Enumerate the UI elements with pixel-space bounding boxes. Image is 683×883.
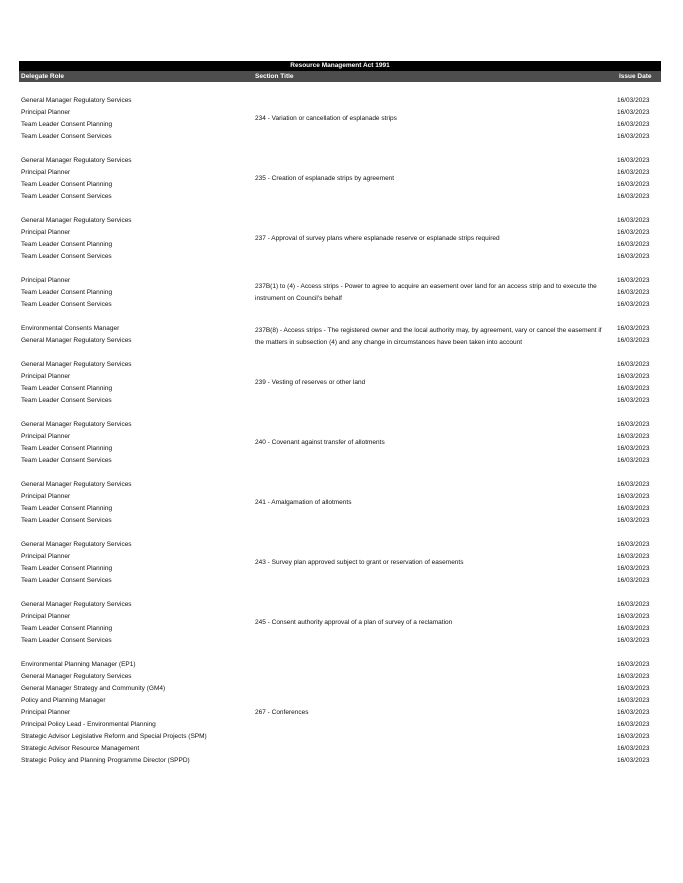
- header-delegate-role: Delegate Role: [21, 73, 64, 80]
- delegate-role-cell: Team Leader Consent Planning: [21, 181, 113, 188]
- delegate-role-cell: Principal Planner: [21, 109, 71, 116]
- delegate-role-cell: Principal Planner: [21, 613, 71, 620]
- delegate-role-cell: Environmental Consents Manager: [21, 325, 120, 332]
- issue-date-cell: 16/03/2023: [617, 133, 650, 140]
- issue-date-cell: 16/03/2023: [617, 757, 650, 764]
- delegate-role-cell: Strategic Advisor Resource Management: [21, 745, 140, 752]
- issue-date-cell: 16/03/2023: [617, 457, 650, 464]
- delegate-role-cell: Principal Planner: [21, 553, 71, 560]
- header-issue-date: Issue Date: [619, 73, 652, 80]
- issue-date-cell: 16/03/2023: [617, 445, 650, 452]
- delegate-role-cell: Principal Planner: [21, 373, 71, 380]
- section-title-cell: 267 - Conferences: [255, 709, 309, 716]
- delegate-role-cell: Team Leader Consent Planning: [21, 385, 113, 392]
- document-title: Resource Management Act 1991: [19, 61, 661, 71]
- issue-date-cell: 16/03/2023: [617, 277, 650, 284]
- delegate-role-cell: General Manager Regulatory Services: [21, 217, 132, 224]
- issue-date-cell: 16/03/2023: [617, 745, 650, 752]
- section-title-cell: 241 - Amalgamation of allotments: [255, 499, 352, 506]
- delegate-role-cell: Team Leader Consent Services: [21, 193, 112, 200]
- issue-date-cell: 16/03/2023: [617, 361, 650, 368]
- issue-date-cell: 16/03/2023: [617, 625, 650, 632]
- delegate-role-cell: General Manager Regulatory Services: [21, 541, 132, 548]
- issue-date-cell: 16/03/2023: [617, 601, 650, 608]
- delegate-role-cell: Policy and Planning Manager: [21, 697, 106, 704]
- table-group: [0, 97, 683, 145]
- issue-date-cell: 16/03/2023: [617, 289, 650, 296]
- delegate-role-cell: General Manager Regulatory Services: [21, 421, 132, 428]
- issue-date-cell: 16/03/2023: [617, 373, 650, 380]
- delegate-role-cell: Team Leader Consent Planning: [21, 505, 113, 512]
- table-header: [19, 71, 661, 82]
- issue-date-cell: 16/03/2023: [617, 613, 650, 620]
- issue-date-cell: 16/03/2023: [617, 505, 650, 512]
- table-group: [0, 481, 683, 529]
- delegate-role-cell: General Manager Regulatory Services: [21, 361, 132, 368]
- header-section-title: Section Title: [255, 73, 294, 80]
- section-title-cell: 239 - Vesting of reserves or other land: [255, 379, 366, 386]
- delegate-role-cell: General Manager Regulatory Services: [21, 673, 132, 680]
- delegate-role-cell: General Manager Regulatory Services: [21, 601, 132, 608]
- issue-date-cell: 16/03/2023: [617, 697, 650, 704]
- delegate-role-cell: Team Leader Consent Planning: [21, 289, 113, 296]
- delegate-role-cell: General Manager Strategy and Community (GM4): [21, 685, 166, 692]
- issue-date-cell: 16/03/2023: [617, 481, 650, 488]
- delegate-role-cell: Principal Planner: [21, 493, 71, 500]
- delegate-role-cell: Team Leader Consent Planning: [21, 565, 113, 572]
- issue-date-cell: 16/03/2023: [617, 565, 650, 572]
- section-title-cell: 237B(1) to (4) - Access strips - Power to agree to acquire an easement over land for an access strip and to execute the instrument on Council's behalf: [255, 283, 597, 302]
- delegate-role-cell: General Manager Regulatory Services: [21, 97, 132, 104]
- delegate-role-cell: Team Leader Consent Services: [21, 133, 112, 140]
- issue-date-cell: 16/03/2023: [617, 673, 650, 680]
- table-group: [0, 217, 683, 265]
- delegate-role-cell: Principal Policy Lead - Environmental Planning: [21, 721, 156, 728]
- delegate-role-cell: Team Leader Consent Planning: [21, 625, 113, 632]
- delegate-role-cell: General Manager Regulatory Services: [21, 481, 132, 488]
- delegate-role-cell: Principal Planner: [21, 229, 71, 236]
- issue-date-cell: 16/03/2023: [617, 193, 650, 200]
- delegate-role-cell: Principal Planner: [21, 433, 71, 440]
- issue-date-cell: 16/03/2023: [617, 241, 650, 248]
- issue-date-cell: 16/03/2023: [617, 577, 650, 584]
- issue-date-cell: 16/03/2023: [617, 253, 650, 260]
- section-title-cell: 240 - Covenant against transfer of allotments: [255, 439, 385, 446]
- delegate-role-cell: Team Leader Consent Services: [21, 253, 112, 260]
- issue-date-cell: 16/03/2023: [617, 709, 650, 716]
- delegate-role-cell: Team Leader Consent Services: [21, 517, 112, 524]
- table-group: [0, 277, 683, 313]
- section-title-cell: 237B(8) - Access strips - The registered owner and the local authority may, by agreement, vary or cancel the easement if the matters in subsection (4) and any change in circumstances have been taken into account: [255, 327, 602, 346]
- issue-date-cell: 16/03/2023: [617, 433, 650, 440]
- issue-date-cell: 16/03/2023: [617, 517, 650, 524]
- issue-date-cell: 16/03/2023: [617, 733, 650, 740]
- issue-date-cell: 16/03/2023: [617, 721, 650, 728]
- issue-date-cell: 16/03/2023: [617, 553, 650, 560]
- section-title-cell: 235 - Creation of esplanade strips by agreement: [255, 175, 395, 182]
- issue-date-cell: 16/03/2023: [617, 97, 650, 104]
- table-group: [0, 601, 683, 649]
- section-title-cell: 234 - Variation or cancellation of esplanade strips: [255, 115, 397, 122]
- issue-date-cell: 16/03/2023: [617, 385, 650, 392]
- table-group: [0, 325, 683, 349]
- delegate-role-cell: Team Leader Consent Planning: [21, 241, 113, 248]
- section-title-cell: 237 - Approval of survey plans where esplanade reserve or esplanade strips required: [255, 235, 500, 242]
- delegate-role-cell: Environmental Planning Manager (EP1): [21, 661, 136, 668]
- issue-date-cell: 16/03/2023: [617, 181, 650, 188]
- delegate-role-cell: Team Leader Consent Planning: [21, 121, 113, 128]
- delegate-role-cell: Team Leader Consent Services: [21, 457, 112, 464]
- issue-date-cell: 16/03/2023: [617, 541, 650, 548]
- delegate-role-cell: Team Leader Consent Planning: [21, 445, 113, 452]
- table-group: [0, 541, 683, 589]
- table-group: [0, 361, 683, 409]
- issue-date-cell: 16/03/2023: [617, 493, 650, 500]
- section-title-cell: 243 - Survey plan approved subject to grant or reservation of easements: [255, 559, 464, 566]
- issue-date-cell: 16/03/2023: [617, 325, 650, 332]
- delegate-role-cell: Principal Planner: [21, 169, 71, 176]
- issue-date-cell: 16/03/2023: [617, 301, 650, 308]
- delegate-role-cell: General Manager Regulatory Services: [21, 157, 132, 164]
- delegate-role-cell: Team Leader Consent Services: [21, 397, 112, 404]
- delegate-role-cell: Team Leader Consent Services: [21, 301, 112, 308]
- delegate-role-cell: Strategic Policy and Planning Programme Director (SPPD): [21, 757, 190, 764]
- issue-date-cell: 16/03/2023: [617, 337, 650, 344]
- issue-date-cell: 16/03/2023: [617, 421, 650, 428]
- delegate-role-cell: General Manager Regulatory Services: [21, 337, 132, 344]
- delegate-role-cell: Principal Planner: [21, 709, 71, 716]
- issue-date-cell: 16/03/2023: [617, 397, 650, 404]
- delegate-role-cell: Principal Planner: [21, 277, 71, 284]
- table-group: [0, 157, 683, 205]
- delegate-role-cell: Team Leader Consent Services: [21, 577, 112, 584]
- delegate-role-cell: Team Leader Consent Services: [21, 637, 112, 644]
- issue-date-cell: 16/03/2023: [617, 685, 650, 692]
- issue-date-cell: 16/03/2023: [617, 169, 650, 176]
- issue-date-cell: 16/03/2023: [617, 229, 650, 236]
- issue-date-cell: 16/03/2023: [617, 661, 650, 668]
- section-title-cell: 245 - Consent authority approval of a plan of survey of a reclamation: [255, 619, 453, 626]
- issue-date-cell: 16/03/2023: [617, 109, 650, 116]
- delegate-role-cell: Strategic Advisor Legislative Reform and Special Projects (SPM): [21, 733, 207, 740]
- table-group: [0, 661, 683, 769]
- table-group: [0, 421, 683, 469]
- issue-date-cell: 16/03/2023: [617, 637, 650, 644]
- issue-date-cell: 16/03/2023: [617, 157, 650, 164]
- issue-date-cell: 16/03/2023: [617, 121, 650, 128]
- issue-date-cell: 16/03/2023: [617, 217, 650, 224]
